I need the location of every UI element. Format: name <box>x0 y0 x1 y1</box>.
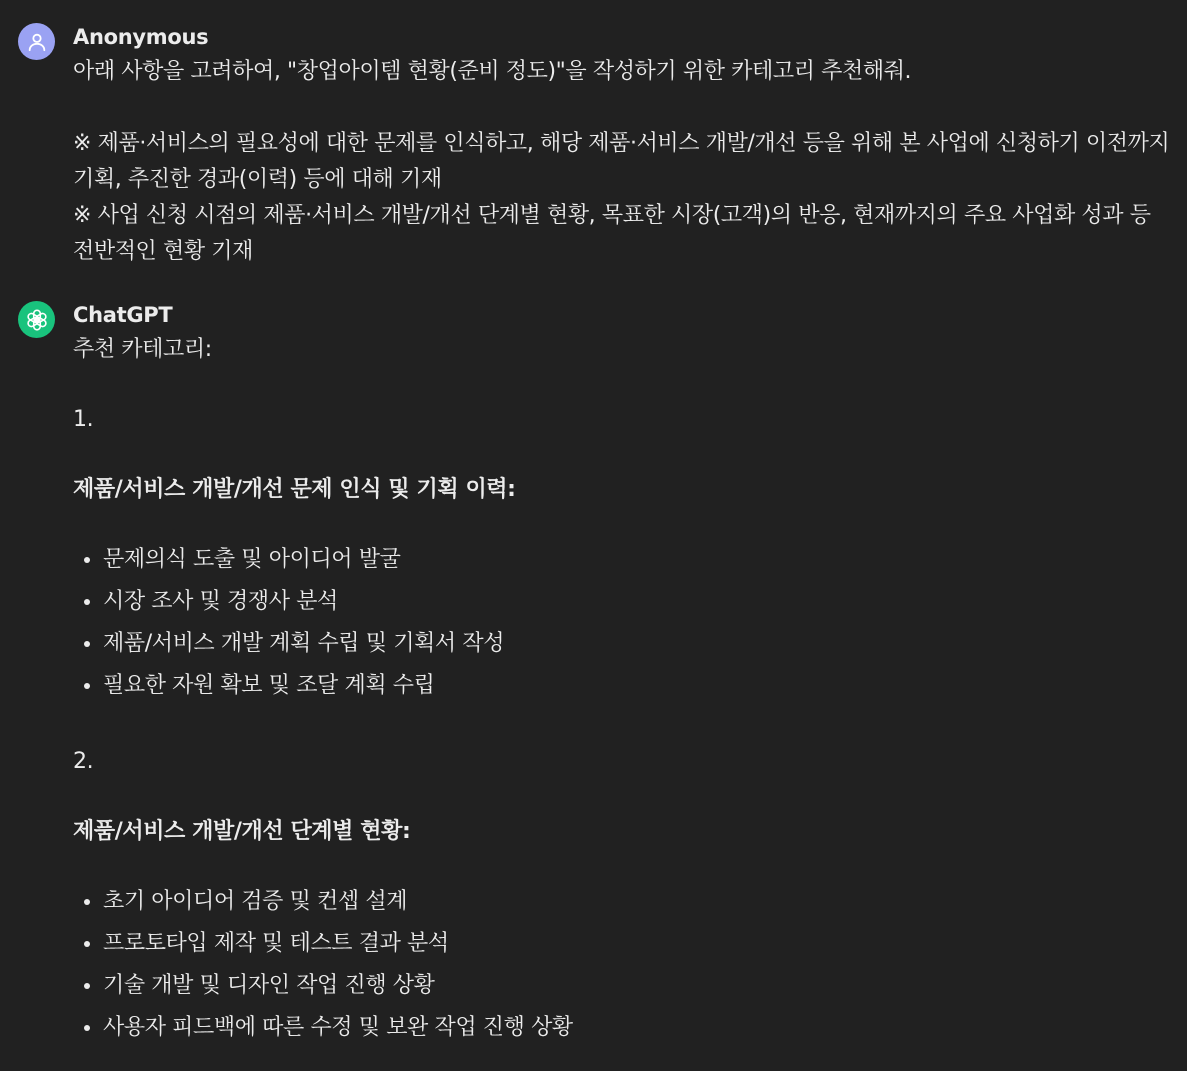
assistant-author-name: ChatGPT <box>73 303 173 327</box>
list-item: • 초기 아이디어 검증 및 컨셉 설계 <box>103 884 1173 920</box>
list-item: • 사용자 피드백에 따른 수정 및 보완 작업 진행 상황 <box>103 1010 1173 1046</box>
section-heading-text: 제품/서비스 개발/개선 단계별 현황 <box>73 819 402 844</box>
list-item: • 제품/서비스 개발 계획 수립 및 기획서 작성 <box>103 626 1173 662</box>
section-heading: 제품/서비스 개발/개선 문제 인식 및 기획 이력: <box>73 477 516 502</box>
assistant-intro: 추천 카테고리: <box>73 337 212 362</box>
section-heading: 제품/서비스 개발/개선 단계별 현황: <box>73 819 411 844</box>
list-item: • 프로토타입 제작 및 테스트 결과 분석 <box>103 926 1173 962</box>
assistant-message-text <box>73 332 1173 1046</box>
user-paragraph: ※ 제품·서비스의 필요성에 대한 문제를 인식하고, 해당 제품·서비스 개발/개선 등을 위해 본 사업에 신청하기 이전까지 기획, 추진한 경과(이력) 등에 대해 기재 <box>73 131 1170 192</box>
section-number: 2. <box>73 749 94 774</box>
list-item: • 문제의식 도출 및 아이디어 발굴 <box>103 542 1173 578</box>
bullet-list <box>73 884 1173 1046</box>
paragraph-gap <box>73 780 1173 814</box>
paragraph-gap <box>73 368 1173 402</box>
user-icon <box>26 31 48 53</box>
paragraph-gap <box>73 90 1173 126</box>
paragraph-gap <box>73 710 1173 744</box>
user-message-body <box>73 20 1173 270</box>
paragraph-gap <box>73 508 1173 542</box>
bullet-list <box>73 542 1173 704</box>
assistant-avatar <box>18 301 55 338</box>
section-number: 1. <box>73 407 94 432</box>
user-paragraph: ※ 사업 신청 시점의 제품·서비스 개발/개선 단계별 현황, 목표한 시장(고객)의 반응, 현재까지의 주요 사업화 성과 등 전반적인 현황 기재 <box>73 203 1151 264</box>
list-item: • 시장 조사 및 경쟁사 분석 <box>103 584 1173 620</box>
assistant-message <box>18 298 1173 1052</box>
user-message <box>18 20 1173 270</box>
user-avatar <box>18 23 55 60</box>
user-author-name: Anonymous <box>73 25 209 49</box>
section-heading-text: 제품/서비스 개발/개선 문제 인식 및 기획 이력 <box>73 477 508 502</box>
openai-logo-icon <box>24 307 50 333</box>
assistant-message-body <box>73 298 1173 1046</box>
user-message-text <box>73 54 1173 270</box>
list-item: • 기술 개발 및 디자인 작업 진행 상황 <box>103 968 1173 1004</box>
paragraph-gap <box>73 850 1173 884</box>
paragraph-gap <box>73 438 1173 472</box>
list-item: • 필요한 자원 확보 및 조달 계획 수립 <box>103 668 1173 704</box>
user-paragraph: 아래 사항을 고려하여, "창업아이템 현황(준비 정도)"을 작성하기 위한 카테고리 추천해줘. <box>73 59 912 84</box>
